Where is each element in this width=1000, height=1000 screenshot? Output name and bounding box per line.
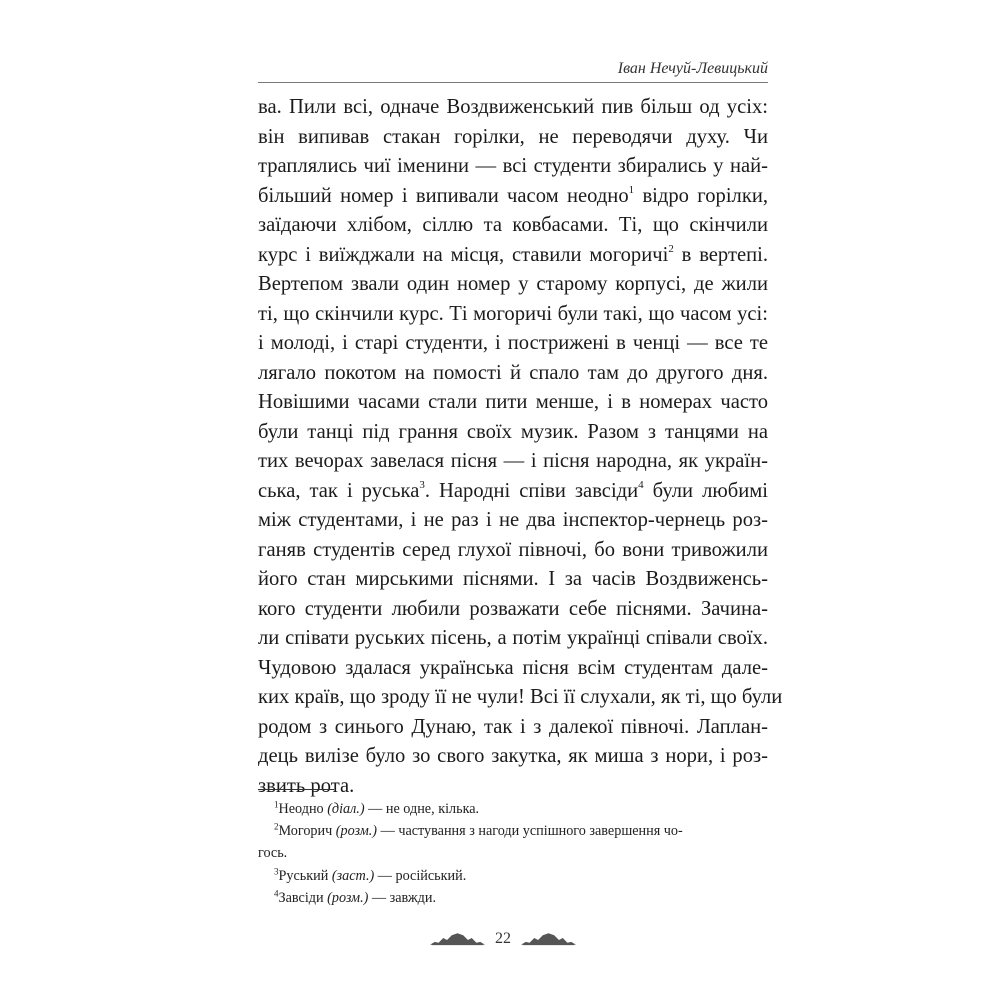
text-segment: ких країв, що зроду її не чули! Всі її слухали, як ті, що були — [258, 686, 783, 708]
text-segment: були любимі — [643, 479, 768, 502]
footnote-number: 3 — [274, 865, 279, 876]
text-line — [258, 447, 768, 477]
text-line — [258, 418, 768, 448]
footnote-term: Могорич — [278, 823, 333, 840]
footnote-reference[interactable]: 4 — [638, 478, 644, 491]
footnote-reference[interactable]: 3 — [419, 478, 425, 491]
footnote-continuation: гось. — [258, 845, 288, 862]
footnote-reference[interactable]: 2 — [668, 242, 674, 255]
footnote-label: (діал.) — [327, 801, 365, 817]
text-line — [258, 329, 768, 359]
text-segment: Вертепом звали один номер у старому корпусі, де жили — [258, 273, 768, 295]
footnote — [258, 887, 768, 909]
text-line — [258, 123, 768, 153]
running-head: Іван Нечуй-Левицький — [617, 60, 768, 77]
text-line — [258, 241, 768, 271]
text-line — [258, 595, 768, 625]
body-text — [258, 93, 783, 801]
text-segment: Чудовою здалася українська пісня всім студентам дале- — [258, 656, 768, 679]
text-line — [258, 565, 768, 595]
header-rule — [258, 82, 768, 83]
text-segment: . Народні співи завсіди — [424, 479, 639, 502]
footnote-number: 1 — [274, 799, 279, 810]
text-line — [258, 683, 783, 713]
text-segment: родом з синього Дунаю, так і з далекої півночі. Лаплан- — [258, 715, 768, 738]
text-line — [258, 624, 768, 654]
footnote-rule — [258, 789, 334, 790]
footnote-definition: — частування з нагоди успішного завершення чо- — [377, 823, 683, 840]
text-segment: траплялись чиї іменини — всі студенти збирались у най- — [258, 155, 768, 177]
text-line — [258, 152, 768, 182]
text-line — [258, 477, 768, 507]
text-segment: він випивав стакан горілки, не переводячи духу. Чи — [258, 125, 768, 148]
footnote — [258, 865, 768, 887]
text-line — [258, 300, 768, 330]
text-segment: Новішими часами стали пити менше, і в номерах часто — [258, 391, 768, 413]
text-segment: заїдаючи хлібом, сіллю та ковбасами. Ті, що скінчили — [258, 214, 768, 236]
mountain-ornament-left-icon — [430, 932, 485, 946]
footnote-definition: — завжди. — [368, 889, 436, 906]
footnote-label: (розм.) — [335, 823, 378, 840]
text-segment: в вертепі. — [673, 243, 768, 266]
text-segment: звить рота. — [258, 774, 355, 797]
folio — [430, 928, 576, 950]
text-segment: ті, що скінчили курс. Ті могоричі були такі, що часом усі: — [258, 302, 768, 325]
text-line — [258, 182, 768, 212]
text-segment: і молоді, і старі студенти, і пострижені в ченці — все те — [258, 332, 768, 354]
text-line — [258, 211, 768, 241]
text-line — [258, 270, 768, 300]
footnote-label: (розм.) — [327, 889, 369, 906]
footnote-definition: — російський. — [374, 867, 467, 884]
text-segment: тих вечорах завелася пісня — і пісня народна, як україн- — [258, 450, 768, 472]
footnote-number: 4 — [274, 888, 279, 899]
footnote — [258, 798, 768, 820]
footnote — [258, 820, 768, 842]
text-segment: між студентами, і не раз і не два інспектор-чернець роз- — [258, 509, 768, 531]
text-line — [258, 506, 768, 536]
footnote-definition: — не одне, кілька. — [364, 801, 480, 817]
footnote-number: 2 — [274, 821, 279, 832]
text-segment: були танці під грання своїх музик. Разом з танцями на — [258, 420, 768, 443]
text-line — [258, 713, 768, 743]
text-segment: ли співати руських пісень, а потім українці співали своїх. — [258, 627, 768, 649]
text-segment: ська, так і руська — [258, 479, 420, 502]
text-line — [258, 772, 768, 802]
text-segment: кого студенти любили розважати себе піснями. Зачина- — [258, 597, 768, 620]
footnotes — [258, 798, 768, 909]
text-line — [258, 536, 768, 566]
text-segment: відро горілки, — [634, 184, 768, 207]
text-segment: ва. Пили всі, одначе Воздвиженський пив більш од усіх: — [258, 96, 768, 118]
text-segment: дець вилізе було зо свого закутка, як миша з нори, і роз- — [258, 745, 768, 767]
text-segment: курс і виїжджали на місця, ставили могоричі — [258, 243, 669, 266]
footnote-label: (заст.) — [331, 867, 375, 884]
text-segment: більший номер і випивали часом неодно — [258, 184, 629, 207]
footnote-term: Завсіди — [278, 889, 324, 906]
footnote-term: Неодно — [278, 801, 324, 817]
footnote-term: Руський — [278, 867, 329, 884]
text-segment: його стан мирськими піснями. І за часів Воздвиженсь- — [258, 568, 768, 590]
text-line — [258, 359, 768, 389]
footnote-reference[interactable]: 1 — [628, 183, 635, 196]
mountain-ornament-right-icon — [521, 932, 576, 946]
page-number: 22 — [495, 930, 511, 947]
text-line — [258, 742, 768, 772]
text-line — [258, 93, 768, 123]
text-segment: лягало покотом на помості й спало там до другого дня. — [258, 361, 768, 384]
text-line — [258, 654, 768, 684]
text-segment: ганяв студентів серед глухої півночі, бо вони тривожили — [258, 538, 768, 561]
text-line — [258, 388, 768, 418]
